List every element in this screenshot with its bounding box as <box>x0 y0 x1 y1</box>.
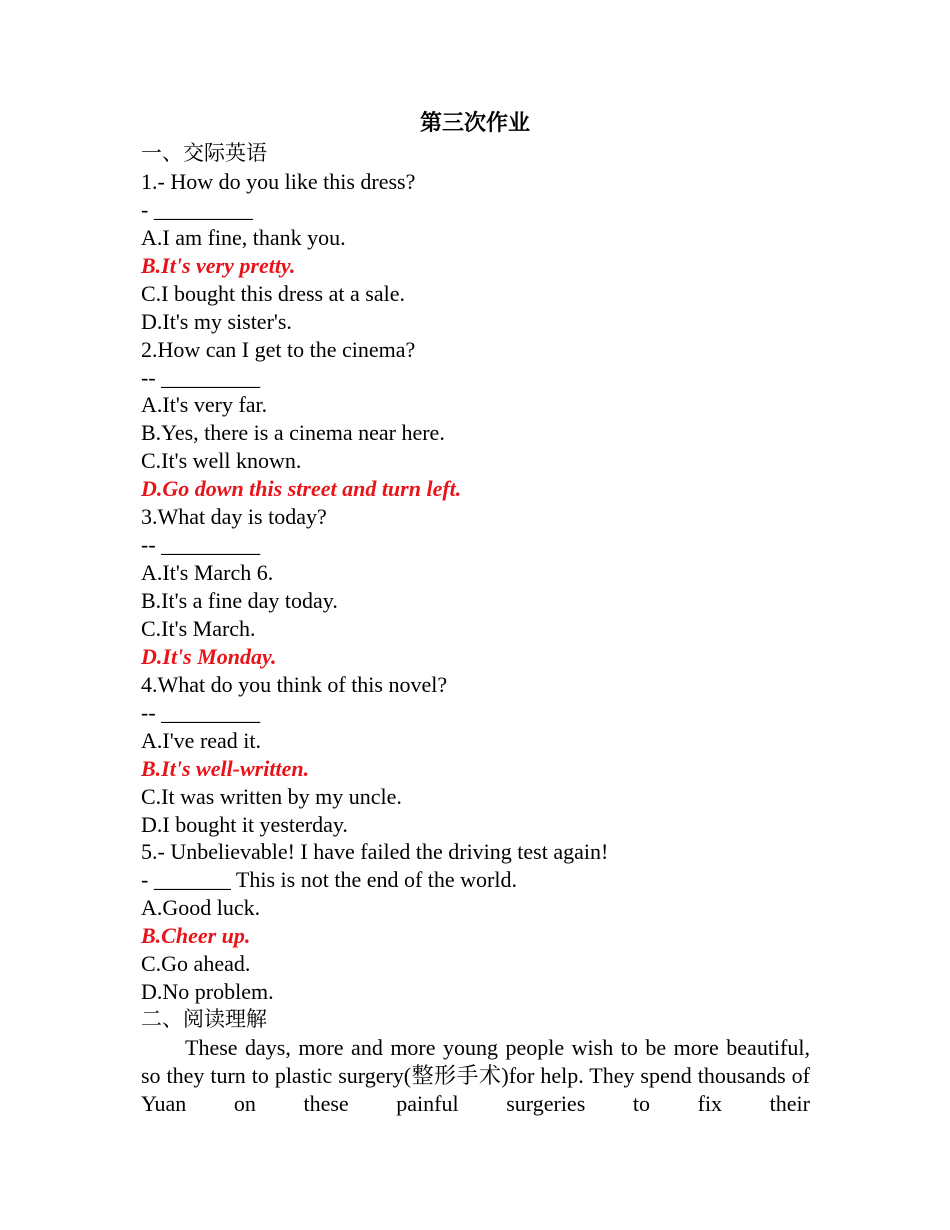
answer-option: D.It's my sister's. <box>141 308 292 334</box>
answer-option: C.It was written by my uncle. <box>141 783 402 809</box>
answer-blank: - _________ <box>141 196 253 222</box>
reading-passage: These days, more and more young people wish to be more beautiful, so they turn to plastic surgery(整形手术)for help. They spend thousands of Yuan on these painful surgeries to fix their <box>141 1035 810 1116</box>
correct-answer-option: B.Cheer up. <box>141 923 251 949</box>
page-title: 第三次作业 <box>419 111 530 136</box>
question-stem: 1.- How do you like this dress? <box>141 168 416 194</box>
answer-option: A.I am fine, thank you. <box>141 224 346 250</box>
answer-option: C.It's well known. <box>141 448 302 474</box>
question-block <box>141 838 810 1006</box>
question-block <box>141 336 810 504</box>
answer-blank: - _______ This is not the end of the world. <box>141 867 517 893</box>
answer-option: C.It's March. <box>141 615 256 641</box>
answer-option: B.Yes, there is a cinema near here. <box>141 420 445 446</box>
answer-blank: -- _________ <box>141 532 261 558</box>
correct-answer-option: B.It's well-written. <box>141 755 310 781</box>
question-stem: 2.How can I get to the cinema? <box>141 336 416 362</box>
section-heading-communicative-english: 一、交际英语 <box>141 141 267 165</box>
answer-option: C.Go ahead. <box>141 951 251 977</box>
document-body <box>141 140 810 1118</box>
question-stem: 5.- Unbelievable! I have failed the driving test again! <box>141 839 609 865</box>
answer-option: A.It's very far. <box>141 392 268 418</box>
correct-answer-option: D.Go down this street and turn left. <box>141 476 462 502</box>
answer-blank: -- _________ <box>141 699 261 725</box>
answer-option: A.It's March 6. <box>141 560 274 586</box>
correct-answer-option: D.It's Monday. <box>141 643 277 669</box>
correct-answer-option: B.It's very pretty. <box>141 252 296 278</box>
section-heading-reading-comprehension: 二、阅读理解 <box>141 1007 267 1032</box>
answer-option: D.No problem. <box>141 979 274 1005</box>
question-block <box>141 671 810 839</box>
answer-option: C.I bought this dress at a sale. <box>141 280 405 306</box>
answer-option: D.I bought it yesterday. <box>141 811 348 837</box>
answer-blank: -- _________ <box>141 364 261 390</box>
question-block <box>141 168 810 336</box>
answer-option: B.It's a fine day today. <box>141 588 338 613</box>
question-list <box>141 168 810 1006</box>
question-block <box>141 503 810 671</box>
answer-option: A.I've read it. <box>141 727 262 753</box>
question-stem: 4.What do you think of this novel? <box>141 671 448 697</box>
question-stem: 3.What day is today? <box>141 504 327 530</box>
answer-option: A.Good luck. <box>141 895 261 921</box>
